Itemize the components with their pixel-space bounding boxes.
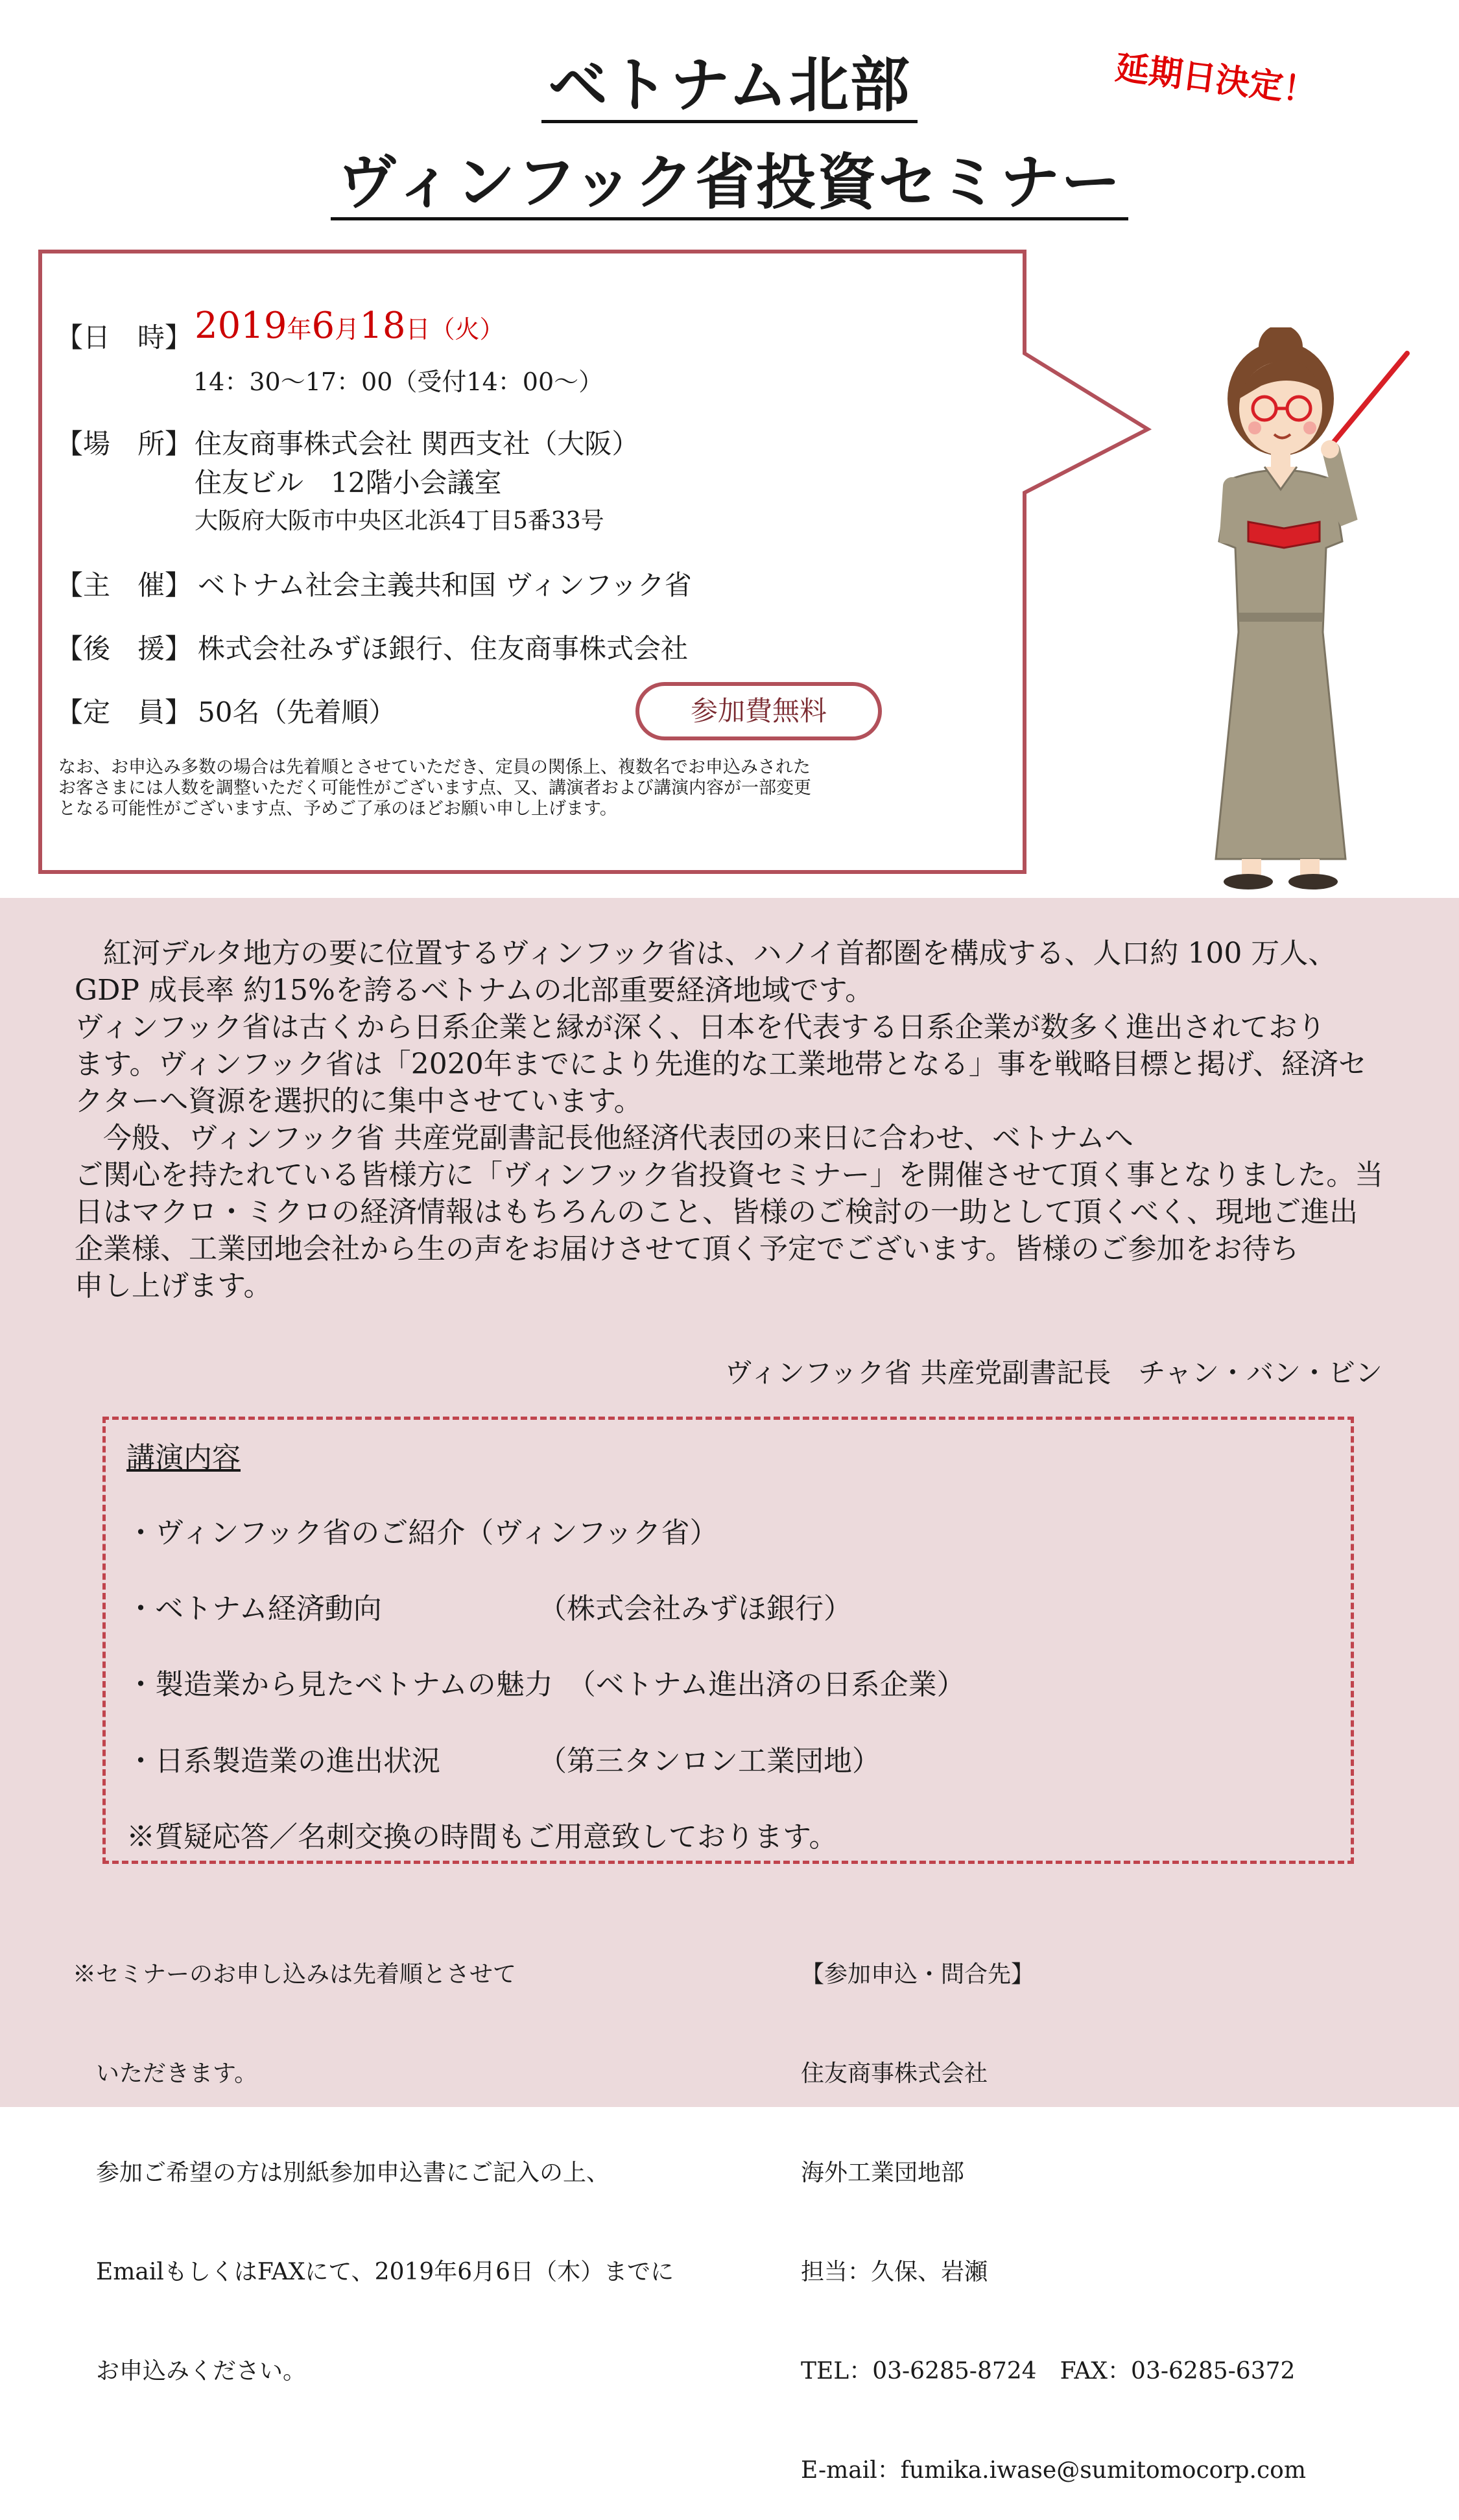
program-item-4-title: ・日系製造業の進出状況 — [126, 1745, 440, 1778]
signature: ヴィンフック省 共産党副書記長 チャン・バン・ビン — [724, 1357, 1382, 1389]
program-item-2-title: ・ベトナム経済動向 — [126, 1592, 382, 1625]
contact-info: 【参加申込・問合先】 住友商事株式会社 海外工業団地部 担当：久保、岩瀬 TEL：03-6285-8724 FAX：03-6285-6372 E-mail：fumika.iwase@sumitomocorp.com — [801, 1892, 1306, 2520]
event-date: 2019年6月18日（火） — [195, 305, 504, 347]
support-label: 【後 援】 — [56, 633, 193, 665]
program-note: ※質疑応答／名刺交換の時間もご用意致しております。 — [126, 1820, 838, 1854]
page-title-line2: ヴィンフック省投資セミナー — [0, 144, 1459, 222]
program-item-1: ・ヴィンフック省のご紹介（ヴィンフック省） — [126, 1516, 718, 1549]
application-note: ※セミナーのお申し込みは先着順とさせて いただきます。 参加ご希望の方は別紙参加申込書にご記入の上、 EmailもしくはFAXにて、2019年6月6日（木）までに お申込みください。 — [73, 1961, 674, 2385]
capacity-value: 50名（先着順） — [198, 696, 396, 728]
capacity-note: なお、お申込み多数の場合は先着順とさせていただき、定員の関係上、複数名でお申込みされた お客さまには人数を調整いただく可能性がございます点、又、講演者および講演内容が一部変更 となる可能性がございます点、予めご了承のほどお願い申し上げます。 — [58, 757, 811, 819]
place-line2: 住友ビル 12階小会議室 — [195, 467, 502, 499]
program-item-3: ・製造業から見たベトナムの魅力 （ベトナム進出済の日系企業） — [126, 1668, 966, 1701]
page-title-line1: ベトナム北部 — [0, 47, 1459, 124]
program-heading: 講演内容 — [126, 1441, 241, 1474]
date-label: 【日 時】 — [56, 322, 193, 353]
place-address: 大阪府大阪市中央区北浜4丁目5番33号 — [195, 508, 604, 534]
program-box — [102, 1417, 1354, 1864]
place-line1: 住友商事株式会社 関西支社（大阪） — [195, 428, 639, 460]
contact-email: E-mail：fumika.iwase@sumitomocorp.com — [801, 2457, 1306, 2484]
postponed-badge: 延期日決定！ — [1113, 48, 1319, 112]
program-item-2-speaker: （株式会社みずほ銀行） — [538, 1592, 852, 1625]
intro-paragraph: 紅河デルタ地方の要に位置するヴィンフック省は、ハノイ首都圏を構成する、人口約 100 万人、 GDP 成長率 約15%を誇るベトナムの北部重要経済地域です。 ヴィンフック省は古くから日系企業と縁が深く、日本を代表する日系企業が数多く進出されており ます。ヴィンフック省は「2020年までにより先進的な工業地帯となる」事を戦略目標と掲げ、経済セ クターへ資源を選択的に集中させています。 今般、ヴィンフック省 共産党副書記長他経済代表団の来日に合わせ、ベトナムへ ご関心を持たれている皆様方に「ヴィンフック省投資セミナー」を開催させて頂く事となりました。当 日はマクロ・ミクロの経済情報はもちろんのこと、皆様のご検討の一助として頂くべく、現地ご進出 企業様、工業団地会社から生の声をお届けさせて頂く予定でございます。皆様のご参加をお待ち 申し上げます。 — [75, 937, 1384, 1302]
presenter-illustration — [1183, 327, 1417, 891]
capacity-label: 【定 員】 — [56, 696, 193, 728]
event-time: 14：30～17：00（受付14：00～） — [193, 368, 604, 396]
place-label: 【場 所】 — [56, 428, 193, 460]
host-value: ベトナム社会主義共和国 ヴィンフック省 — [198, 569, 692, 601]
host-label: 【主 催】 — [56, 569, 193, 601]
support-value: 株式会社みずほ銀行、住友商事株式会社 — [198, 633, 689, 665]
program-item-4-speaker: （第三タンロン工業団地） — [538, 1745, 881, 1778]
free-admission-badge: 参加費無料 — [635, 682, 882, 740]
